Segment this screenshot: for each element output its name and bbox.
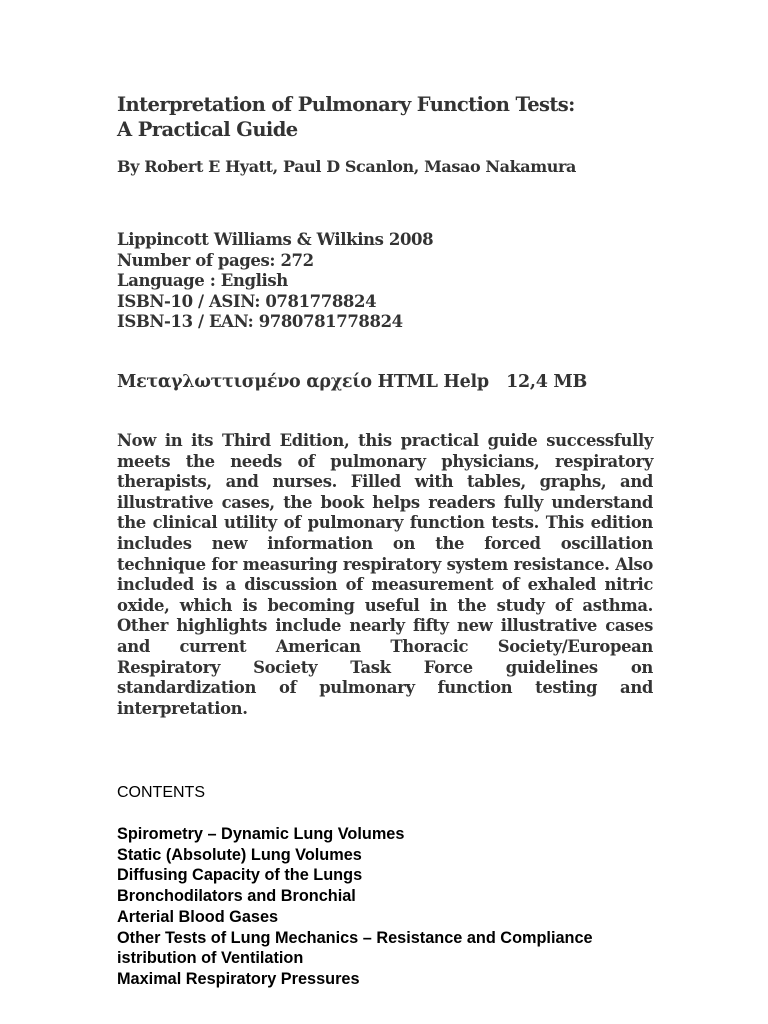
file-format-info: Μεταγλωττισμένο αρχείο HTML Help 12,4 MB	[117, 372, 587, 392]
book-title	[117, 92, 575, 142]
contents-heading: CONTENTS	[117, 784, 205, 801]
contents-item: Bronchodilators and Bronchial	[117, 887, 356, 906]
contents-item: Maximal Respiratory Pressures	[117, 969, 360, 988]
publication-details	[117, 230, 433, 333]
contents-item: istribution of Ventilation	[117, 949, 304, 968]
contents-list	[117, 824, 593, 990]
isbn10-line: ISBN-10 / ASIN: 0781778824	[117, 291, 377, 311]
isbn13-line: ISBN-13 / EAN: 9780781778824	[117, 312, 403, 332]
book-title-line-2: A Practical Guide	[117, 118, 298, 141]
publisher-line: Lippincott Williams & Wilkins 2008	[117, 230, 434, 249]
contents-item: Arterial Blood Gases	[117, 907, 279, 926]
contents-item: Diffusing Capacity of the Lungs	[117, 866, 363, 885]
contents-item: Other Tests of Lung Mechanics – Resistance and Compliance	[117, 928, 593, 947]
contents-item: Spirometry – Dynamic Lung Volumes	[117, 825, 405, 843]
book-description: Now in its Third Edition, this practical guide successfully meets the needs of pulmonary physicians, respiratory therapists, and nurses. Filled with tables, graphs, and illustrative cases, the book helps readers fully understand the clinical utility of pulmonary function tests. This edition includes new information on the forced oscillation technique for measuring respiratory system resistance. Also included is a discussion of measurement of exhaled nitric oxide, which is becoming useful in the study of asthma. Other highlights include nearly fifty new illustrative cases and current American Thoracic Society/European Respiratory Society Task Force guidelines on standardization of pulmonary function testing and interpretation.	[117, 431, 653, 718]
contents-item: Static (Absolute) Lung Volumes	[117, 845, 362, 864]
book-title-line-1: Interpretation of Pulmonary Function Tests:	[117, 93, 575, 116]
language-line: Language : English	[117, 271, 288, 291]
book-authors: By Robert E Hyatt, Paul D Scanlon, Masao Nakamura	[117, 157, 577, 176]
page-count-line: Number of pages: 272	[117, 250, 314, 270]
